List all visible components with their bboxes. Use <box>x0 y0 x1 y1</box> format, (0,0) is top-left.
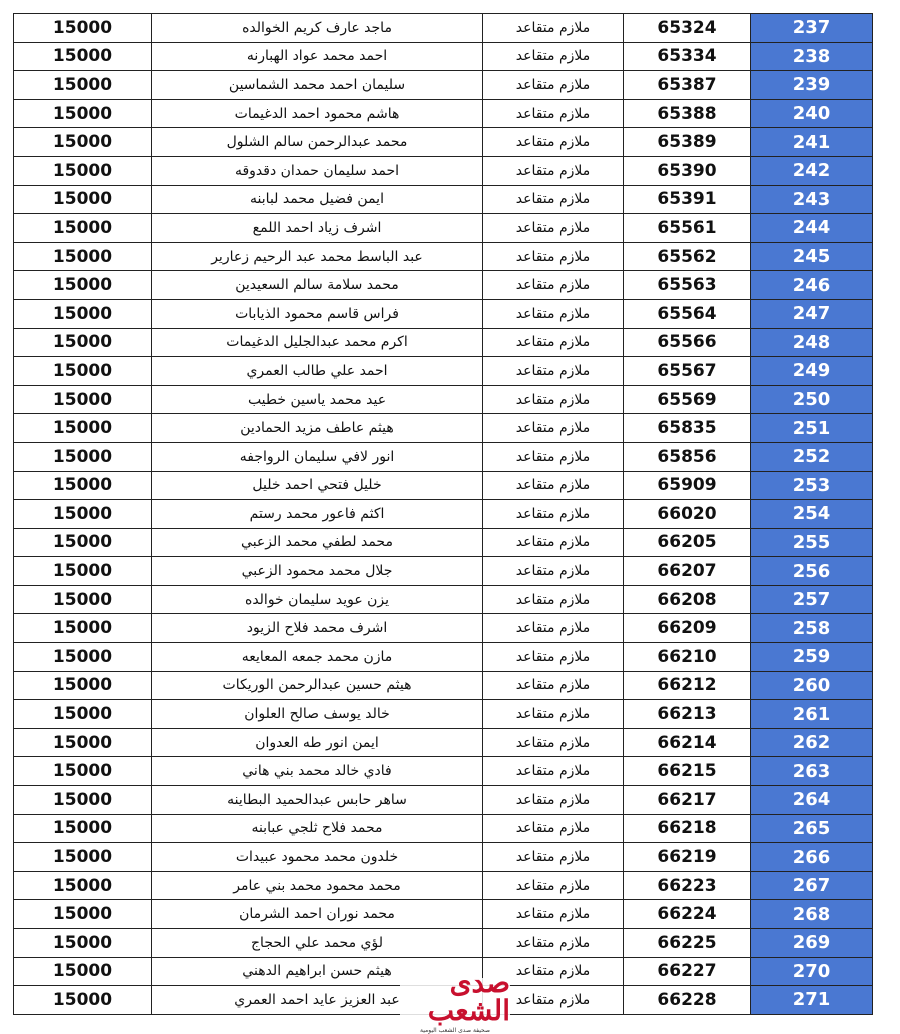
table-row <box>13 643 873 672</box>
amount-cell: 15000 <box>13 443 151 471</box>
name-cell: لؤي محمد علي الحجاج <box>151 929 482 957</box>
id-cell: 66227 <box>623 958 750 986</box>
amount-cell: 15000 <box>13 214 151 242</box>
sequence-cell: 253 <box>750 472 873 500</box>
name-cell: ايمن فضيل محمد لبابنه <box>151 186 482 214</box>
name-cell: خليل فتحي احمد خليل <box>151 472 482 500</box>
id-cell: 66217 <box>623 786 750 814</box>
amount-cell: 15000 <box>13 786 151 814</box>
name-cell: محمد سلامة سالم السعيدين <box>151 271 482 299</box>
rank-cell: ملازم متقاعد <box>482 357 623 385</box>
name-cell: هيثم حسين عبدالرحمن الوريكات <box>151 672 482 700</box>
rank-cell: ملازم متقاعد <box>482 71 623 99</box>
id-cell: 66223 <box>623 872 750 900</box>
rank-cell: ملازم متقاعد <box>482 100 623 128</box>
sequence-cell: 263 <box>750 757 873 785</box>
rank-cell: ملازم متقاعد <box>482 43 623 71</box>
table-row <box>13 414 873 443</box>
sequence-cell: 270 <box>750 958 873 986</box>
table-row <box>13 43 873 72</box>
id-cell: 65387 <box>623 71 750 99</box>
sequence-cell: 247 <box>750 300 873 328</box>
name-cell: اكثم فاعور محمد رستم <box>151 500 482 528</box>
rank-cell: ملازم متقاعد <box>482 243 623 271</box>
sequence-cell: 257 <box>750 586 873 614</box>
id-cell: 65388 <box>623 100 750 128</box>
amount-cell: 15000 <box>13 14 151 42</box>
sequence-cell: 261 <box>750 700 873 728</box>
amount-cell: 15000 <box>13 986 151 1014</box>
table-row <box>13 500 873 529</box>
table-row <box>13 900 873 929</box>
table-row <box>13 300 873 329</box>
rank-cell: ملازم متقاعد <box>482 386 623 414</box>
table-row <box>13 443 873 472</box>
name-cell: احمد سليمان حمدان دقدوقه <box>151 157 482 185</box>
rank-cell: ملازم متقاعد <box>482 700 623 728</box>
name-cell: اكرم محمد عبدالجليل الدغيمات <box>151 329 482 357</box>
rank-cell: ملازم متقاعد <box>482 300 623 328</box>
id-cell: 66213 <box>623 700 750 728</box>
name-cell: ماجد عارف كريم الخوالده <box>151 14 482 42</box>
rank-cell: ملازم متقاعد <box>482 186 623 214</box>
table-row <box>13 700 873 729</box>
name-cell: يزن عويد سليمان خوالده <box>151 586 482 614</box>
sequence-cell: 242 <box>750 157 873 185</box>
sequence-cell: 240 <box>750 100 873 128</box>
table-row <box>13 557 873 586</box>
amount-cell: 15000 <box>13 300 151 328</box>
sequence-cell: 239 <box>750 71 873 99</box>
name-cell: هيثم حسن ابراهيم الدهني <box>151 958 482 986</box>
amount-cell: 15000 <box>13 43 151 71</box>
sequence-cell: 245 <box>750 243 873 271</box>
table-row <box>13 672 873 701</box>
rank-cell: ملازم متقاعد <box>482 443 623 471</box>
table-row <box>13 386 873 415</box>
newspaper-logo <box>400 965 510 1034</box>
table-row <box>13 329 873 358</box>
amount-cell: 15000 <box>13 643 151 671</box>
table-row <box>13 214 873 243</box>
id-cell: 65835 <box>623 414 750 442</box>
amount-cell: 15000 <box>13 843 151 871</box>
id-cell: 65564 <box>623 300 750 328</box>
sequence-cell: 246 <box>750 271 873 299</box>
id-cell: 66219 <box>623 843 750 871</box>
amount-cell: 15000 <box>13 900 151 928</box>
sequence-cell: 238 <box>750 43 873 71</box>
rank-cell: ملازم متقاعد <box>482 500 623 528</box>
name-cell: انور لافي سليمان الرواجفه <box>151 443 482 471</box>
name-cell: اشرف زياد احمد اللمع <box>151 214 482 242</box>
sequence-cell: 251 <box>750 414 873 442</box>
id-cell: 66210 <box>623 643 750 671</box>
name-cell: ساهر حابس عبدالحميد البطاينه <box>151 786 482 814</box>
name-cell: عيد محمد ياسين خطيب <box>151 386 482 414</box>
name-cell: مازن محمد جمعه المعايعه <box>151 643 482 671</box>
sequence-cell: 250 <box>750 386 873 414</box>
amount-cell: 15000 <box>13 672 151 700</box>
amount-cell: 15000 <box>13 186 151 214</box>
amount-cell: 15000 <box>13 872 151 900</box>
rank-cell: ملازم متقاعد <box>482 900 623 928</box>
amount-cell: 15000 <box>13 586 151 614</box>
rank-cell: ملازم متقاعد <box>482 586 623 614</box>
name-cell: سليمان احمد محمد الشماسين <box>151 71 482 99</box>
id-cell: 66020 <box>623 500 750 528</box>
table-row <box>13 872 873 901</box>
id-cell: 66208 <box>623 586 750 614</box>
rank-cell: ملازم متقاعد <box>482 757 623 785</box>
table-row <box>13 786 873 815</box>
rank-cell: ملازم متقاعد <box>482 958 623 986</box>
amount-cell: 15000 <box>13 414 151 442</box>
id-cell: 65561 <box>623 214 750 242</box>
sequence-cell: 256 <box>750 557 873 585</box>
rank-cell: ملازم متقاعد <box>482 729 623 757</box>
amount-cell: 15000 <box>13 729 151 757</box>
name-cell: احمد محمد عواد الهبارنه <box>151 43 482 71</box>
sequence-cell: 254 <box>750 500 873 528</box>
id-cell: 65324 <box>623 14 750 42</box>
name-cell: محمد لطفي محمد الزعبي <box>151 529 482 557</box>
sequence-cell: 248 <box>750 329 873 357</box>
table-row <box>13 71 873 100</box>
sequence-cell: 269 <box>750 929 873 957</box>
amount-cell: 15000 <box>13 329 151 357</box>
table-row <box>13 729 873 758</box>
id-cell: 66212 <box>623 672 750 700</box>
rank-cell: ملازم متقاعد <box>482 157 623 185</box>
sequence-cell: 267 <box>750 872 873 900</box>
id-cell: 65562 <box>623 243 750 271</box>
rank-cell: ملازم متقاعد <box>482 128 623 156</box>
id-cell: 65563 <box>623 271 750 299</box>
name-cell: خالد يوسف صالح العلوان <box>151 700 482 728</box>
rank-cell: ملازم متقاعد <box>482 529 623 557</box>
rank-cell: ملازم متقاعد <box>482 271 623 299</box>
rank-cell: ملازم متقاعد <box>482 643 623 671</box>
id-cell: 66215 <box>623 757 750 785</box>
sequence-cell: 237 <box>750 14 873 42</box>
sequence-cell: 255 <box>750 529 873 557</box>
amount-cell: 15000 <box>13 271 151 299</box>
id-cell: 65390 <box>623 157 750 185</box>
rank-cell: ملازم متقاعد <box>482 557 623 585</box>
rank-cell: ملازم متقاعد <box>482 329 623 357</box>
name-cell: هيثم عاطف مزيد الحمادين <box>151 414 482 442</box>
name-cell: فادي خالد محمد بني هاني <box>151 757 482 785</box>
id-cell: 65856 <box>623 443 750 471</box>
logo-text: صدى الشعب <box>427 965 510 1027</box>
amount-cell: 15000 <box>13 614 151 642</box>
rank-cell: ملازم متقاعد <box>482 672 623 700</box>
id-cell: 66207 <box>623 557 750 585</box>
table-row <box>13 100 873 129</box>
id-cell: 66224 <box>623 900 750 928</box>
amount-cell: 15000 <box>13 700 151 728</box>
id-cell: 65909 <box>623 472 750 500</box>
table-row <box>13 815 873 844</box>
logo-tagline: صحيفة صدى الشعب اليومية <box>420 1026 490 1034</box>
table-row <box>13 529 873 558</box>
amount-cell: 15000 <box>13 929 151 957</box>
table-row <box>13 357 873 386</box>
rank-cell: ملازم متقاعد <box>482 843 623 871</box>
table-row <box>13 757 873 786</box>
sequence-cell: 241 <box>750 128 873 156</box>
sequence-cell: 252 <box>750 443 873 471</box>
name-cell: احمد علي طالب العمري <box>151 357 482 385</box>
name-cell: اشرف محمد فلاح الزيود <box>151 614 482 642</box>
sequence-cell: 243 <box>750 186 873 214</box>
rank-cell: ملازم متقاعد <box>482 14 623 42</box>
table-row <box>13 14 873 43</box>
id-cell: 65567 <box>623 357 750 385</box>
id-cell: 66214 <box>623 729 750 757</box>
amount-cell: 15000 <box>13 472 151 500</box>
id-cell: 66205 <box>623 529 750 557</box>
table-row <box>13 243 873 272</box>
sequence-cell: 268 <box>750 900 873 928</box>
rank-cell: ملازم متقاعد <box>482 986 623 1014</box>
name-cell: عبد العزيز عايد احمد العمري <box>151 986 482 1014</box>
id-cell: 65569 <box>623 386 750 414</box>
rank-cell: ملازم متقاعد <box>482 872 623 900</box>
name-cell: هاشم محمود احمد الدغيمات <box>151 100 482 128</box>
table-row <box>13 843 873 872</box>
name-cell: ايمن انور طه العدوان <box>151 729 482 757</box>
amount-cell: 15000 <box>13 529 151 557</box>
table-row <box>13 186 873 215</box>
sequence-cell: 262 <box>750 729 873 757</box>
rank-cell: ملازم متقاعد <box>482 614 623 642</box>
sequence-cell: 258 <box>750 614 873 642</box>
sequence-cell: 266 <box>750 843 873 871</box>
table-row <box>13 128 873 157</box>
name-cell: خلدون محمد محمود عبيدات <box>151 843 482 871</box>
amount-cell: 15000 <box>13 100 151 128</box>
amount-cell: 15000 <box>13 243 151 271</box>
name-cell: محمد محمود محمد بني عامر <box>151 872 482 900</box>
table-row <box>13 271 873 300</box>
amount-cell: 15000 <box>13 71 151 99</box>
sequence-cell: 271 <box>750 986 873 1014</box>
rank-cell: ملازم متقاعد <box>482 929 623 957</box>
table-row <box>13 157 873 186</box>
rank-cell: ملازم متقاعد <box>482 214 623 242</box>
amount-cell: 15000 <box>13 557 151 585</box>
table-row <box>13 586 873 615</box>
amount-cell: 15000 <box>13 386 151 414</box>
name-cell: محمد نوران احمد الشرمان <box>151 900 482 928</box>
name-cell: محمد عبدالرحمن سالم الشلول <box>151 128 482 156</box>
amount-cell: 15000 <box>13 500 151 528</box>
amount-cell: 15000 <box>13 357 151 385</box>
name-cell: عبد الباسط محمد عبد الرحيم زعارير <box>151 243 482 271</box>
sequence-cell: 264 <box>750 786 873 814</box>
table-row <box>13 929 873 958</box>
id-cell: 66228 <box>623 986 750 1014</box>
name-cell: فراس قاسم محمود الذيابات <box>151 300 482 328</box>
rank-cell: ملازم متقاعد <box>482 815 623 843</box>
table-row <box>13 472 873 501</box>
name-cell: محمد فلاح ثلجي عبابنه <box>151 815 482 843</box>
amount-cell: 15000 <box>13 757 151 785</box>
sequence-cell: 259 <box>750 643 873 671</box>
amount-cell: 15000 <box>13 128 151 156</box>
pension-table <box>13 13 873 1015</box>
rank-cell: ملازم متقاعد <box>482 414 623 442</box>
name-cell: جلال محمد محمود الزعبي <box>151 557 482 585</box>
table-row <box>13 614 873 643</box>
rank-cell: ملازم متقاعد <box>482 472 623 500</box>
id-cell: 65389 <box>623 128 750 156</box>
id-cell: 66209 <box>623 614 750 642</box>
id-cell: 65391 <box>623 186 750 214</box>
sequence-cell: 260 <box>750 672 873 700</box>
amount-cell: 15000 <box>13 157 151 185</box>
id-cell: 65334 <box>623 43 750 71</box>
rank-cell: ملازم متقاعد <box>482 786 623 814</box>
sequence-cell: 244 <box>750 214 873 242</box>
sequence-cell: 249 <box>750 357 873 385</box>
sequence-cell: 265 <box>750 815 873 843</box>
amount-cell: 15000 <box>13 815 151 843</box>
amount-cell: 15000 <box>13 958 151 986</box>
id-cell: 65566 <box>623 329 750 357</box>
id-cell: 66218 <box>623 815 750 843</box>
id-cell: 66225 <box>623 929 750 957</box>
